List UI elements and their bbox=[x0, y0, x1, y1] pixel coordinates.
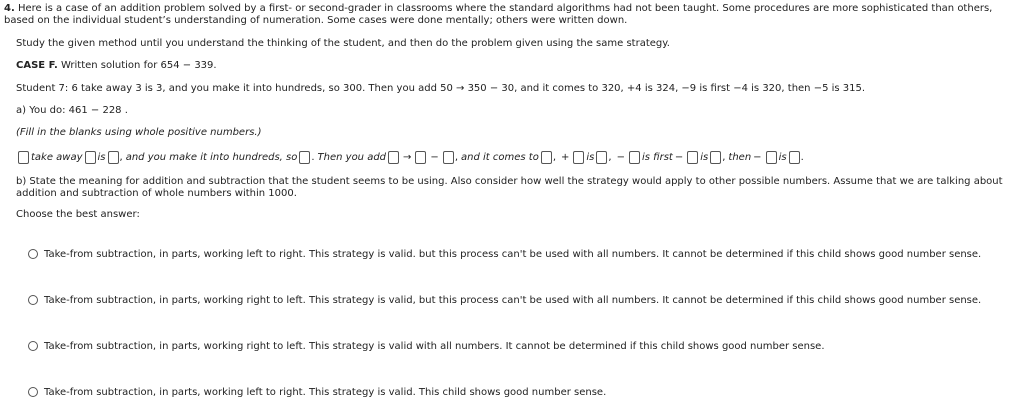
blank-text-10: is bbox=[778, 151, 787, 163]
choose-instruction: Choose the best answer: bbox=[16, 209, 140, 220]
part-a-prompt: a) You do: 461 − 228 . bbox=[16, 105, 128, 116]
case-line bbox=[16, 60, 217, 71]
answer-option-1[interactable] bbox=[28, 247, 981, 261]
radio-button[interactable] bbox=[28, 249, 38, 259]
radio-button[interactable] bbox=[28, 387, 38, 397]
answer-option-label: Take-from subtraction, in parts, working right to left. This strategy is valid with all numbers. It cannot be determined if this child shows good number sense. bbox=[44, 340, 825, 352]
question-intro-text: Here is a case of an addition problem solved by a first- or second-grader in classrooms where the standard algorithms had not been taught. Some procedures are more sophisticated than others, based on the individual student’s understanding of numeration. Some cases were done mentally; others were written down. bbox=[4, 3, 993, 26]
answer-option-label: Take-from subtraction, in parts, working right to left. This strategy is valid, but this process can't be used with all numbers. It cannot be determined if this child shows good number sense. bbox=[44, 294, 982, 306]
blank-input-11[interactable] bbox=[629, 151, 640, 164]
arrow-symbol: → bbox=[403, 151, 412, 163]
blank-text-2: is bbox=[97, 151, 106, 163]
blank-input-5[interactable] bbox=[388, 151, 399, 164]
blank-text-7: is first bbox=[641, 151, 673, 163]
question-number: 4. bbox=[4, 3, 15, 14]
student-solution: Student 7: 6 take away 3 is 3, and you make it into hundreds, so 300. Then you add 50 → 350 − 30, and it comes to 320, +4 is 324, −9 is first −4 is 320, then −5 is 315. bbox=[16, 83, 866, 94]
blank-text-4: Then you add bbox=[317, 151, 387, 163]
blank-input-9[interactable] bbox=[573, 151, 584, 164]
blank-input-10[interactable] bbox=[596, 151, 607, 164]
case-text: Written solution for 654 − 339. bbox=[60, 60, 217, 71]
blank-input-13[interactable] bbox=[710, 151, 721, 164]
fill-note: (Fill in the blanks using whole positive numbers.) bbox=[16, 127, 262, 138]
part-b-prompt: b) State the meaning for addition and subtraction that the student seems to be using. Also consider how well the strategy would apply to other possible numbers. Assume that we are talking about addition and subtraction of whole numbers within 1000. bbox=[16, 176, 1003, 199]
blank-text-9: then bbox=[728, 151, 752, 163]
case-label: CASE F. bbox=[16, 60, 58, 71]
blank-input-1[interactable] bbox=[18, 151, 29, 164]
blank-input-4[interactable] bbox=[299, 151, 310, 164]
blank-text-3: and you make it into hundreds, so bbox=[125, 151, 298, 163]
radio-button[interactable] bbox=[28, 341, 38, 351]
question-intro bbox=[4, 3, 1018, 27]
blank-input-6[interactable] bbox=[415, 151, 426, 164]
answer-option-label: Take-from subtraction, in parts, working left to right. This strategy is valid. but this process can't be used with all numbers. It cannot be determined if this child shows good number sense. bbox=[44, 248, 982, 260]
answer-option-3[interactable] bbox=[28, 339, 825, 353]
plus-symbol: + bbox=[561, 151, 570, 163]
minus-symbol-4: − bbox=[753, 151, 762, 163]
blank-text-6: is bbox=[586, 151, 595, 163]
blank-input-8[interactable] bbox=[541, 151, 552, 164]
study-instruction: Study the given method until you understand the thinking of the student, and then do the problem given using the same strategy. bbox=[16, 38, 670, 49]
radio-button[interactable] bbox=[28, 295, 38, 305]
answer-option-2[interactable] bbox=[28, 293, 981, 307]
blank-input-14[interactable] bbox=[766, 151, 777, 164]
blank-text-5: and it comes to bbox=[461, 151, 539, 163]
blank-input-3[interactable] bbox=[108, 151, 119, 164]
blank-text-1: take away bbox=[31, 151, 83, 163]
blank-input-2[interactable] bbox=[85, 151, 96, 164]
minus-symbol-3: − bbox=[674, 151, 684, 163]
fill-in-blanks-row: take away is , and you make it into hundreds, so . Then you add → − , and it comes to , + is , − is first − is , then − is . bbox=[16, 150, 807, 164]
answer-option-4[interactable] bbox=[28, 385, 606, 399]
minus-symbol-2: − bbox=[616, 151, 625, 163]
blank-input-15[interactable] bbox=[789, 151, 800, 164]
blank-input-7[interactable] bbox=[443, 151, 454, 164]
minus-symbol-1: − bbox=[430, 151, 439, 163]
blank-input-12[interactable] bbox=[687, 151, 698, 164]
blank-text-8: is bbox=[700, 151, 709, 163]
answer-option-label: Take-from subtraction, in parts, working left to right. This strategy is valid. This child shows good number sense. bbox=[44, 386, 607, 398]
